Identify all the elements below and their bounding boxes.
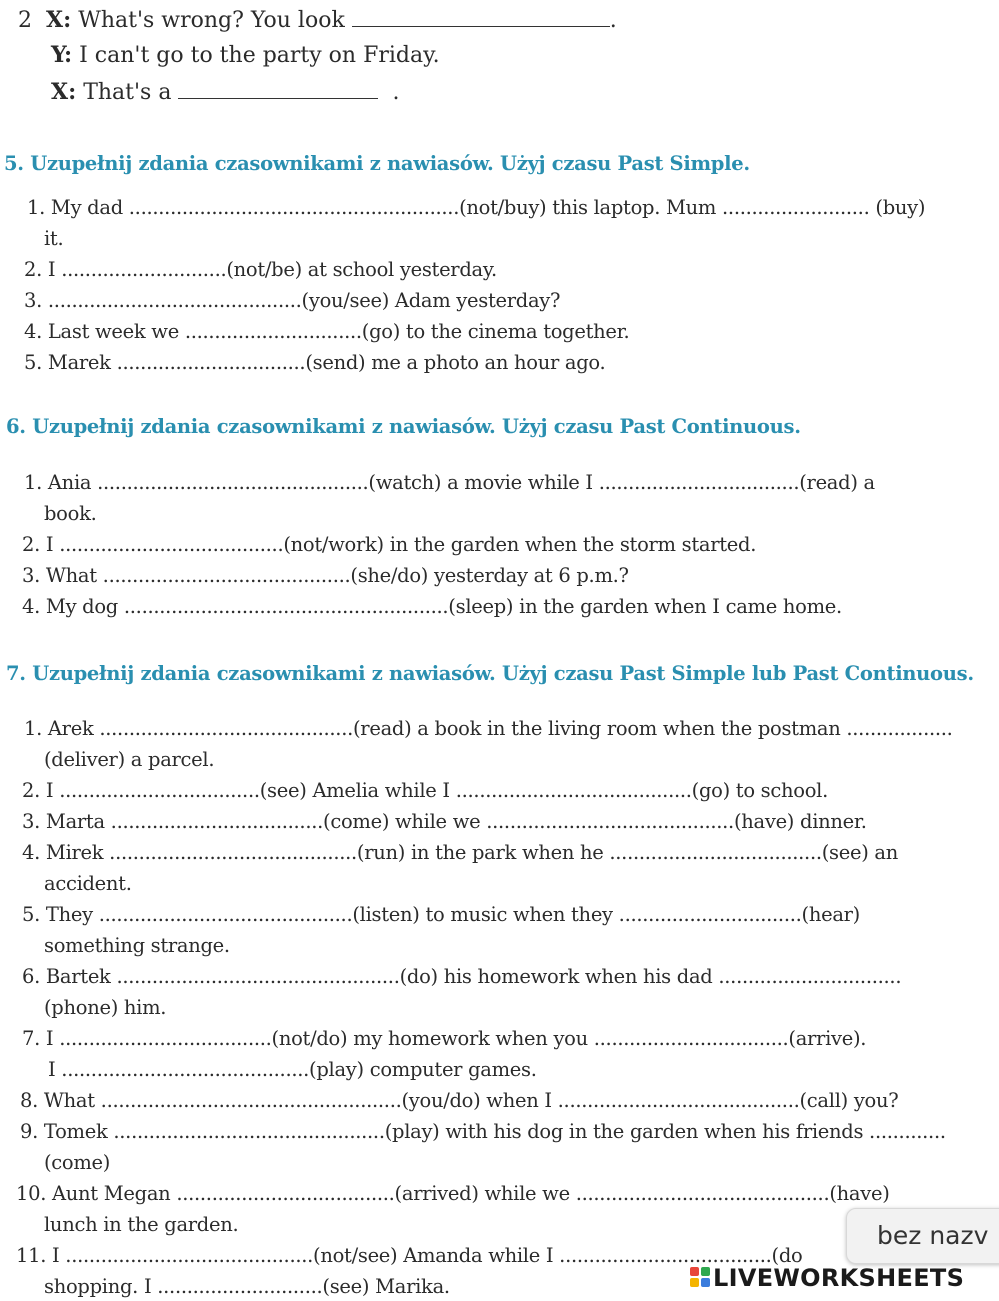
exercise-6-heading: 6. Uzupełnij zdania czasownikami z nawiasów. Użyj czasu Past Continuous. <box>6 415 801 438</box>
ex7-line-4-cont: accident. <box>44 872 132 895</box>
ex7-line-3[interactable]: 3. Marta ....................................(come) while we ..........................................(have) dinner. <box>22 810 867 833</box>
answer-blank-thats-a[interactable] <box>178 78 378 99</box>
ex6-line-1-cont: book. <box>44 502 97 525</box>
ex5-line-4[interactable]: 4. Last week we ..............................(go) to the cinema together. <box>24 320 630 343</box>
ex7-line-7[interactable]: 7. I ....................................(not/do) my homework when you .................................(arrive). <box>22 1027 867 1050</box>
ex5-line-3[interactable]: 3. ...........................................(you/see) Adam yesterday? <box>24 289 561 312</box>
ex7-line-9[interactable]: 9. Tomek ..............................................(play) with his dog in the garden when his friends ............. <box>20 1120 946 1143</box>
task-number: 2 <box>18 8 32 33</box>
speaker-x-label-2: X: <box>51 79 77 105</box>
ex7-line-9-cont: (come) <box>44 1151 111 1174</box>
ex7-line-1-cont: (deliver) a parcel. <box>44 748 215 771</box>
ex7-line-11[interactable]: 11. I ..........................................(not/see) Amanda while I ....................................(do <box>16 1244 803 1267</box>
ex5-line-2[interactable]: 2. I ............................(not/be) at school yesterday. <box>24 258 497 281</box>
ex5-line-1[interactable]: 1. My dad ........................................................(not/buy) this laptop. Mum ......................... (buy) <box>27 196 926 219</box>
exercise-5-heading: 5. Uzupełnij zdania czasownikami z nawiasów. Użyj czasu Past Simple. <box>4 152 750 175</box>
ex6-line-2[interactable]: 2. I ......................................(not/work) in the garden when the storm started. <box>22 533 757 556</box>
badge-text: bez nazv <box>877 1221 989 1250</box>
ex6-line-4[interactable]: 4. My dog .......................................................(sleep) in the garden when I came home. <box>22 595 842 618</box>
ex7-line-6-cont: (phone) him. <box>44 996 167 1019</box>
task2-line-1: 2 X: What's wrong? You look . <box>18 7 617 33</box>
ex7-line-4[interactable]: 4. Mirek ..........................................(run) in the park when he ....................................(see) an <box>22 841 899 864</box>
exercise-7-heading: 7. Uzupełnij zdania czasownikami z nawiasów. Użyj czasu Past Simple lub Past Continuous. <box>6 662 974 685</box>
ex5-line-1-cont: it. <box>44 227 64 250</box>
worksheet-name-badge[interactable] <box>846 1208 999 1264</box>
dialogue-text-1: What's wrong? You look <box>78 8 345 33</box>
task2-line-3: X: That's a . <box>51 79 400 105</box>
ex7-line-10[interactable]: 10. Aunt Megan .....................................(arrived) while we ...........................................(have) <box>16 1182 890 1205</box>
ex7-line-5[interactable]: 5. They ...........................................(listen) to music when they ...............................(hear) <box>22 903 860 926</box>
ex7-line-1[interactable]: 1. Arek ...........................................(read) a book in the living room when the postman .................. <box>24 717 953 740</box>
brand-text: LIVEWORKSHEETS <box>713 1264 965 1292</box>
ex7-line-7-cont[interactable]: I ..........................................(play) computer games. <box>48 1058 537 1081</box>
ex7-line-10-cont: lunch in the garden. <box>44 1213 239 1236</box>
speaker-y-label: Y: <box>51 42 73 68</box>
ex7-line-8[interactable]: 8. What ...................................................(you/do) when I .........................................(call) you? <box>20 1089 899 1112</box>
ex6-line-1[interactable]: 1. Ania ..............................................(watch) a movie while I ..................................(read) a <box>24 471 875 494</box>
liveworksheets-grid-icon <box>690 1267 710 1287</box>
dialogue-text-3: That's a <box>83 80 172 105</box>
answer-blank-look[interactable] <box>352 6 610 27</box>
speaker-x-label: X: <box>46 7 72 33</box>
ex7-line-11-cont[interactable]: shopping. I ............................(see) Marika. <box>44 1275 450 1298</box>
dialogue-text-2: I can't go to the party on Friday. <box>79 43 440 68</box>
ex7-line-5-cont: something strange. <box>44 934 230 957</box>
ex6-line-3[interactable]: 3. What ..........................................(she/do) yesterday at 6 p.m.? <box>22 564 629 587</box>
liveworksheets-logo[interactable] <box>690 1264 964 1292</box>
ex5-line-5[interactable]: 5. Marek ................................(send) me a photo an hour ago. <box>24 351 606 374</box>
ex7-line-2[interactable]: 2. I ..................................(see) Amelia while I ........................................(go) to school. <box>22 779 828 802</box>
task2-line-2 <box>51 42 440 68</box>
ex7-line-6[interactable]: 6. Bartek ................................................(do) his homework when his dad ............................... <box>22 965 902 988</box>
